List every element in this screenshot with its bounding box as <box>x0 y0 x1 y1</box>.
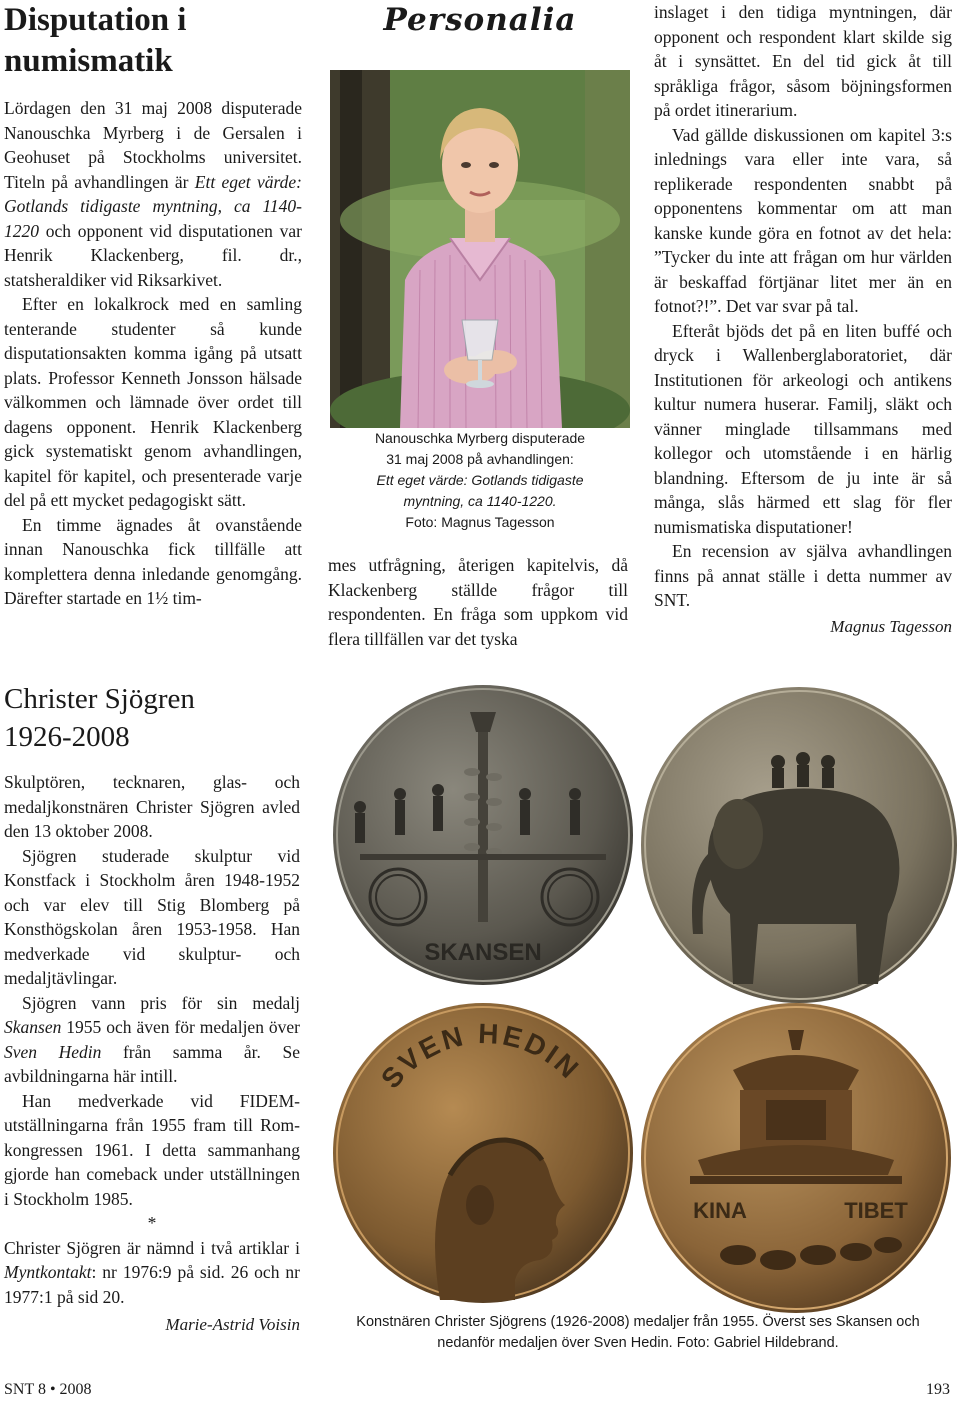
obit-paragraph-2: Sjögren studerade skulptur vid Konstfack i Stockholm åren 1948-1952 och var elev till Stig Blomberg på Konsthögskolan åren 1953-1958. Han medverkade vid skulptur- och medaljtävlingar. <box>4 845 300 988</box>
tibet-label: TIBET <box>844 1198 908 1223</box>
caption-line-4: myntning, ca 1140-1220. <box>403 493 557 509</box>
paragraph-6: Vad gällde diskussionen om kapitel 3:s inlednings vara eller inte vara, så replikerade respondenten snabbt på opponentens kommentar om att man kanske kunde göra en fotnot av det hela: ”Tycker du inte att frågan om hur världen är beskaffad förtjänar litet mer än en fotnot?!”. Det var svar på tal. <box>654 124 952 316</box>
portrait-illustration <box>330 70 630 428</box>
paragraph-1: Lördagen den 31 maj 2008 disputerade Nanouschka Myrberg i de Gersalen i Geohuset på Stockholms universitet. Titeln på avhandlingen är Ett eget värde: Gotlands tidigaste myntning, ca 1140-1220 och opponent vid disputationen var Henrik Klackenberg, fil. dr., statsheraldiker vid Riksarkivet. <box>4 98 302 290</box>
article-disputation <box>4 0 302 611</box>
medal-kina-tibet <box>638 1000 954 1316</box>
obituary-title-line-2: 1926-2008 <box>4 721 130 753</box>
skansen-label: SKANSEN <box>424 939 542 966</box>
paragraph-7: Efteråt bjöds det på en liten buffé och dryck i Wallenberglaboratoriet, där Institutionen för arkeologi och antikens kultur numera huserar. Familj, släkt och vänner minglade tillsammans med kollegor och utomstående i en härlig blandning. Eftersom de ju inte är så många, slås härmed ett slag för fler numismatiska disputationer! <box>654 320 952 537</box>
medal-elephant <box>638 684 960 1006</box>
obit-paragraph-3: Sjögren vann pris för sin medalj Skansen 1955 och även för medaljen över Sven Hedin från samma år. Se avbildningarna här intill. <box>4 992 300 1086</box>
paragraph-4: mes utfrågning, återigen kapitelvis, då Klackenberg ställde frågor till respondenten. En fråga som uppkom vid flera tillfällen var det tyska <box>328 555 628 649</box>
paragraph-2: Efter en lokalkrock med en samling tenterande studenter så kunde disputationsakten komma igång på utsatt plats. Professor Kenneth Jonsson hälsade välkommen och lämnade över ordet till dagens opponent. Henrik Klackenberg gick systematiskt genom avhandlingen, kapitel för kapitel, och presenterade varje del på ett mycket pedagogiskt sätt. <box>4 294 302 510</box>
kina-label: KINA <box>693 1198 747 1223</box>
paragraph-3: En timme ägnades åt ovanstående innan Nanouschka fick tillfälle att komplettera denna inledande genomgång. Därefter startade en 1½ tim- <box>4 514 302 608</box>
paragraph-5: inslaget i den tidiga myntningen, där opponent och respondent klart skilde sig åt i synsättet. En del tid gick åt till språkliga frågor, såsom böjningsformen på ordet itinerarium. <box>654 2 952 120</box>
medal-caption-line-1: Konstnären Christer Sjögrens (1926-2008) medaljer från 1955. Överst ses Skansen och <box>356 1314 920 1330</box>
article-obituary <box>4 680 300 1338</box>
signature-marie: Marie-Astrid Voisin <box>165 1315 300 1334</box>
signature-magnus: Magnus Tagesson <box>830 616 952 636</box>
caption-line-1: Nanouschka Myrberg disputerade <box>374 430 586 446</box>
caption-line-5: Foto: Magnus Tagesson <box>405 514 555 530</box>
obituary-title-line-1: Christer Sjögren <box>4 683 195 715</box>
page-number: 193 <box>926 1381 950 1398</box>
caption-line-2: 31 maj 2008 på avhandlingen: <box>386 451 574 467</box>
obit-paragraph-1: Skulptören, tecknaren, glas- och medaljkonstnären Christer Sjögren avled den 13 oktober 2008. <box>4 772 300 841</box>
medal-sven-hedin <box>330 1000 636 1306</box>
medal-caption-line-2: nedanför medaljen över Sven Hedin. Foto: Gabriel Hildebrand. <box>437 1335 839 1351</box>
portrait-photo <box>330 70 630 428</box>
paragraph-8: En recension av själva avhandlingen finns på annat ställe i detta nummer av SNT. <box>654 541 952 610</box>
obit-paragraph-5: Christer Sjögren är nämnd i två artiklar i Myntkontakt: nr 1976:9 på sid. 26 och nr 1977:1 på sid 20. <box>4 1237 300 1307</box>
footer-issue: SNT 8 • 2008 <box>4 1381 92 1398</box>
right-column-text <box>654 0 952 639</box>
medal-caption <box>316 1312 960 1354</box>
sven-hedin-label: SVEN HEDIN <box>375 1017 587 1095</box>
medal-skansen <box>330 682 636 988</box>
section-label: Personalia <box>383 2 577 38</box>
caption-line-3: Ett eget värde: Gotlands tidigaste <box>376 472 584 488</box>
asterisk-separator: * <box>147 1213 157 1233</box>
photo-caption <box>330 428 630 533</box>
obit-paragraph-4: Han medverkade vid FIDEM-utställningarna från 1955 fram till Rom-kongressen 1961. I detta sammanhang gjorde han comeback under utställningen i Stockholm 1985. <box>4 1090 300 1209</box>
article-title: Disputation i numismatik <box>4 2 187 79</box>
middle-column-text <box>328 553 628 651</box>
